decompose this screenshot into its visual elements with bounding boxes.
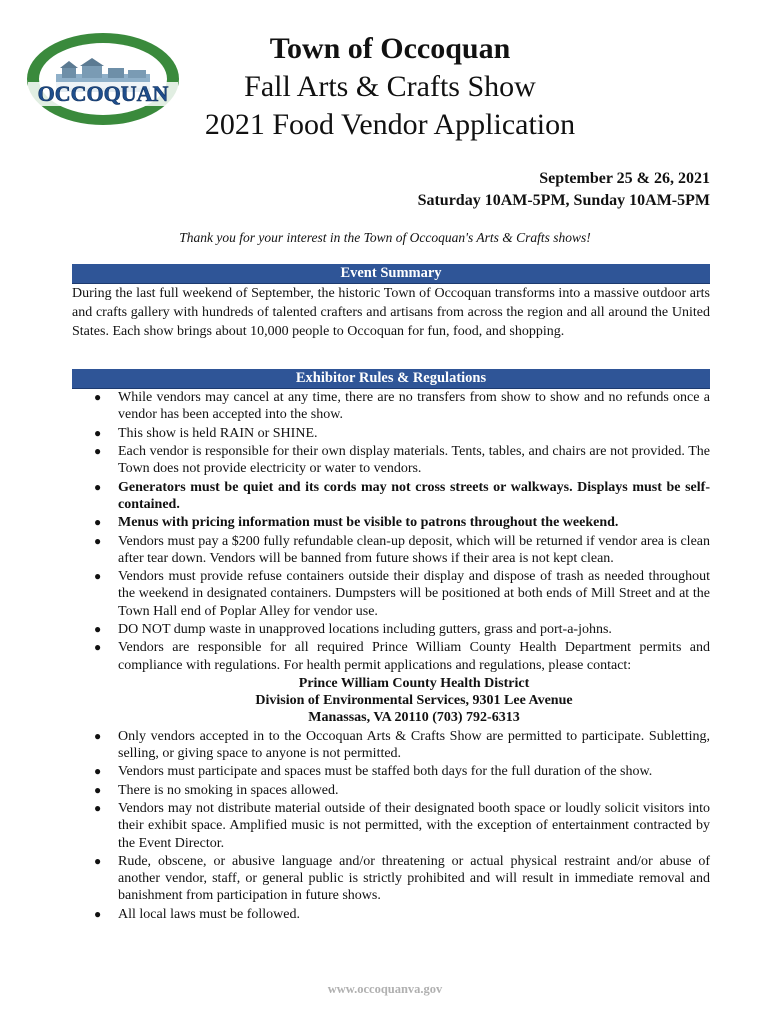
svg-text:OCCOQUAN: OCCOQUAN (37, 81, 169, 106)
bullet-icon: ● (94, 906, 102, 921)
list-item: ● Vendors must provide refuse containers outside their display and dispose of trash as needed throughout the weekend in designated containers. Dumpsters will be positioned at both ends of Mill Street and at the Town Hall end of Poplar Alley for vendor use. (94, 569, 710, 619)
occoquan-logo (24, 30, 182, 128)
bullet-icon: ● (94, 515, 102, 530)
list-item: ● Vendors must participate and spaces must be staffed both days for the full duration of the show. (94, 764, 653, 780)
contact-line: Manassas, VA 20110 (703) 792-6313 (308, 710, 520, 726)
list-item: ● There is no smoking in spaces allowed. (94, 782, 339, 798)
list-item: ● Only vendors accepted in to the Occoquan Arts & Crafts Show are permitted to participate. Subletting, selling, or giving space to anyone is not permitted. (94, 728, 710, 761)
list-item: ● Each vendor is responsible for their own display materials. Tents, tables, and chairs are not provided. The Town does not provide electricity or water to vendors. (94, 443, 710, 477)
rules-list (72, 389, 710, 924)
bullet-icon: ● (94, 640, 102, 655)
health-district-contact (72, 675, 710, 727)
bullet-icon: ● (94, 533, 102, 548)
bullet-icon: ● (94, 479, 102, 494)
list-item: ● All local laws must be followed. (94, 906, 300, 922)
event-hours-line: Saturday 10AM-5PM, Sunday 10AM-5PM (417, 192, 710, 209)
bullet-icon: ● (94, 764, 102, 779)
page-subtitle: Fall Arts & Crafts Show (244, 70, 536, 103)
list-item: ● Menus with pricing information must be visible to patrons throughout the weekend. (94, 515, 619, 531)
thank-you-note: Thank you for your interest in the Town of Occoquan's Arts & Crafts shows! (179, 230, 591, 245)
bullet-icon: ● (94, 853, 102, 868)
event-summary-heading: Event Summary (72, 264, 710, 284)
bullet-icon: ● (94, 443, 102, 458)
event-dates (418, 168, 710, 212)
list-item: ● This show is held RAIN or SHINE. (94, 425, 318, 441)
bullet-icon: ● (94, 569, 102, 584)
list-item: ● DO NOT dump waste in unapproved locations including gutters, grass and port-a-johns. (94, 621, 612, 637)
list-item: ● Vendors may not distribute material outside of their designated booth space or loudly solicit visitors into their exhibit space. Amplified music is not permitted, with the exception of entertainment contracted by the Event Director. (94, 801, 710, 851)
bullet-icon: ● (94, 425, 102, 440)
event-summary-text: During the last full weekend of September, the historic Town of Occoquan transforms into a massive outdoor arts and crafts gallery with hundreds of talented crafters and artisans from across the region and all around the United States. Each show brings about 10,000 people to Occoquan for fun, food, and shopping. (72, 286, 710, 339)
svg-text:AUTHENTIC: AUTHENTIC (67, 41, 139, 60)
contact-line: Prince William County Health District (298, 675, 530, 691)
contact-line: Division of Environmental Services, 9301 Lee Avenue (255, 693, 573, 709)
list-item: ● Vendors are responsible for all required Prince William County Health Department permits and compliance with regulations. For health permit applications and regulations, please contact: (94, 640, 710, 673)
bullet-icon: ● (94, 728, 102, 743)
list-item: ● Generators must be quiet and its cords may not cross streets or walkways. Displays must be self-contained. (94, 479, 710, 512)
footer-website: www.occoquanva.gov (327, 982, 443, 996)
bullet-icon: ● (94, 801, 102, 816)
event-date-line: September 25 & 26, 2021 (539, 170, 710, 187)
bullet-icon: ● (94, 621, 102, 636)
list-item: ● Rude, obscene, or abusive language and/or threatening or actual physical restraint and/or abuse of another vendor, staff, or general public is strictly prohibited and will result in immediate removal and banishment from participation in future shows. (94, 853, 710, 904)
title-block (170, 30, 610, 144)
page-subtitle-2: 2021 Food Vendor Application (204, 108, 576, 141)
bullet-icon: ● (94, 390, 102, 404)
list-item: ● Vendors must pay a $200 fully refundable clean-up deposit, which will be returned if vendor area is clean after tear down. Vendors will be banned from future shows if their area is not kept clean. (94, 533, 710, 566)
bullet-icon: ● (94, 782, 102, 797)
rules-heading: Exhibitor Rules & Regulations (72, 369, 710, 389)
list-item: ● While vendors may cancel at any time, there are no transfers from show to show and no refunds once a vendor has been accepted into the show. (94, 390, 710, 423)
page-title: Town of Occoquan (269, 32, 511, 65)
